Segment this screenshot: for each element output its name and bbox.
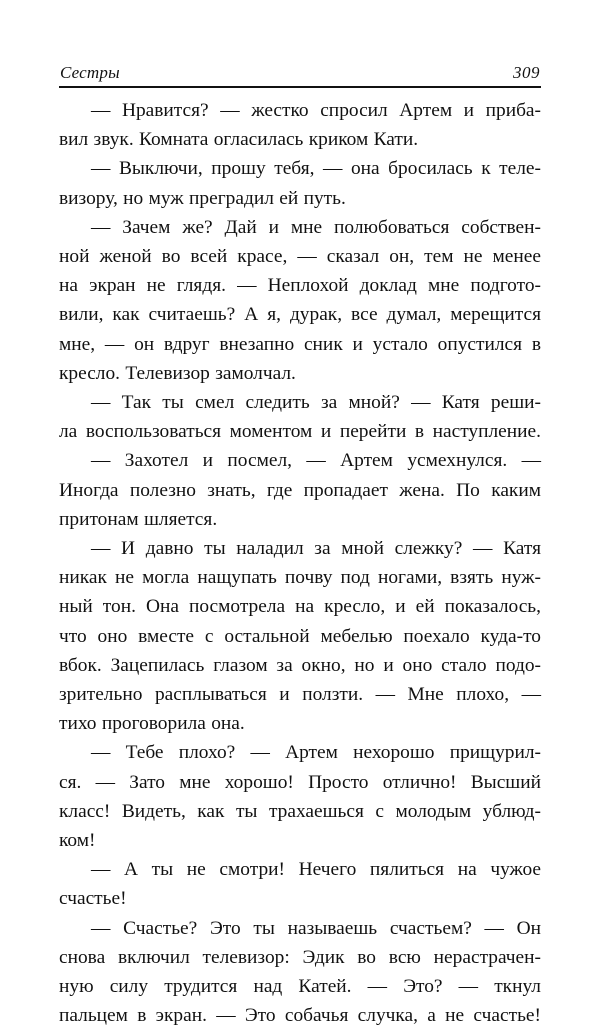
- text-line: — Нравится? — жестко спросил Артем и приба-: [91, 100, 541, 121]
- running-head: [59, 62, 541, 88]
- text-line: пальцем в экран. — Это собачья случка, а не счастье!: [59, 1005, 541, 1027]
- text-line: зрительно расплываться и ползти. — Мне плохо, —: [59, 684, 541, 706]
- text-line: вили, как считаешь? А я, дурак, все думал, мерещится: [59, 304, 541, 326]
- text-line: Иногда полезно знать, где пропадает жена. По каким: [59, 479, 541, 501]
- paragraph-4: [59, 388, 541, 446]
- paragraph-2: [59, 154, 541, 212]
- text-line: ком!: [59, 830, 96, 852]
- text-line: снова включил телевизор: Эдик во всю нерастрачен-: [59, 946, 541, 968]
- text-line: ла воспользоваться моментом и перейти в наступление.: [59, 421, 541, 443]
- text-line: — Счастье? Это ты называешь счастьем? — Он: [91, 917, 541, 939]
- text-line: никак не могла нащупать почву под ногами, взять нуж-: [59, 567, 541, 589]
- text-line: визору, но муж преградил ей путь.: [59, 187, 346, 209]
- text-line: кресло. Телевизор замолчал.: [59, 362, 296, 384]
- paragraph-5: [59, 446, 541, 534]
- text-line: ной женой во всей красе, — сказал он, тем не менее: [59, 246, 541, 268]
- text-line: тихо проговорила она.: [59, 713, 245, 735]
- text-line: — А ты не смотри! Нечего пялиться на чужое: [91, 859, 541, 881]
- text-line: что оно вместе с остальной мебелью поехало куда-то: [59, 625, 541, 647]
- running-head-title: Сестры: [60, 63, 120, 82]
- text-line: ся. — Зато мне хорошо! Просто отлично! Высший: [59, 771, 541, 793]
- paragraph-8: [59, 855, 541, 913]
- text-line: мне, — он вдруг внезапно сник и устало опустился в: [59, 333, 541, 355]
- paragraph-6: [59, 534, 541, 738]
- text-line: — И давно ты наладил за мной слежку? — Катя: [91, 538, 541, 560]
- text-line: вил звук. Комната огласилась криком Кати.: [59, 129, 419, 151]
- paragraph-1: [59, 96, 541, 154]
- text-line: притонам шляется.: [59, 508, 218, 530]
- body-text: [59, 96, 541, 1031]
- paragraph-7: [59, 738, 541, 855]
- text-line: вбок. Зацепилась глазом за окно, но и оно стало подо-: [59, 654, 541, 676]
- book-page: [59, 62, 541, 1031]
- text-line: на экран не глядя. — Неплохой доклад мне подгото-: [59, 275, 541, 297]
- text-line: — Тебе плохо? — Артем нехорошо прищурил-: [91, 742, 541, 764]
- paragraph-3: [59, 213, 541, 388]
- text-line: — Так ты смел следить за мной? — Катя реши-: [91, 392, 541, 414]
- text-line: счастье!: [59, 888, 127, 910]
- text-line: ный тон. Она посмотрела на кресло, и ей показалось,: [59, 596, 541, 618]
- text-line: ную силу трудится над Катей. — Это? — ткнул: [59, 976, 541, 998]
- text-line: класс! Видеть, как ты трахаешься с молодым ублюд-: [59, 800, 541, 822]
- page-number: 309: [513, 63, 540, 82]
- text-line: — Захотел и посмел, — Артем усмехнулся. —: [91, 450, 541, 472]
- paragraph-9: [59, 914, 541, 1031]
- text-line: — Выключи, прошу тебя, — она бросилась к теле-: [91, 158, 541, 180]
- text-line: — Зачем же? Дай и мне полюбоваться собствен-: [91, 216, 541, 238]
